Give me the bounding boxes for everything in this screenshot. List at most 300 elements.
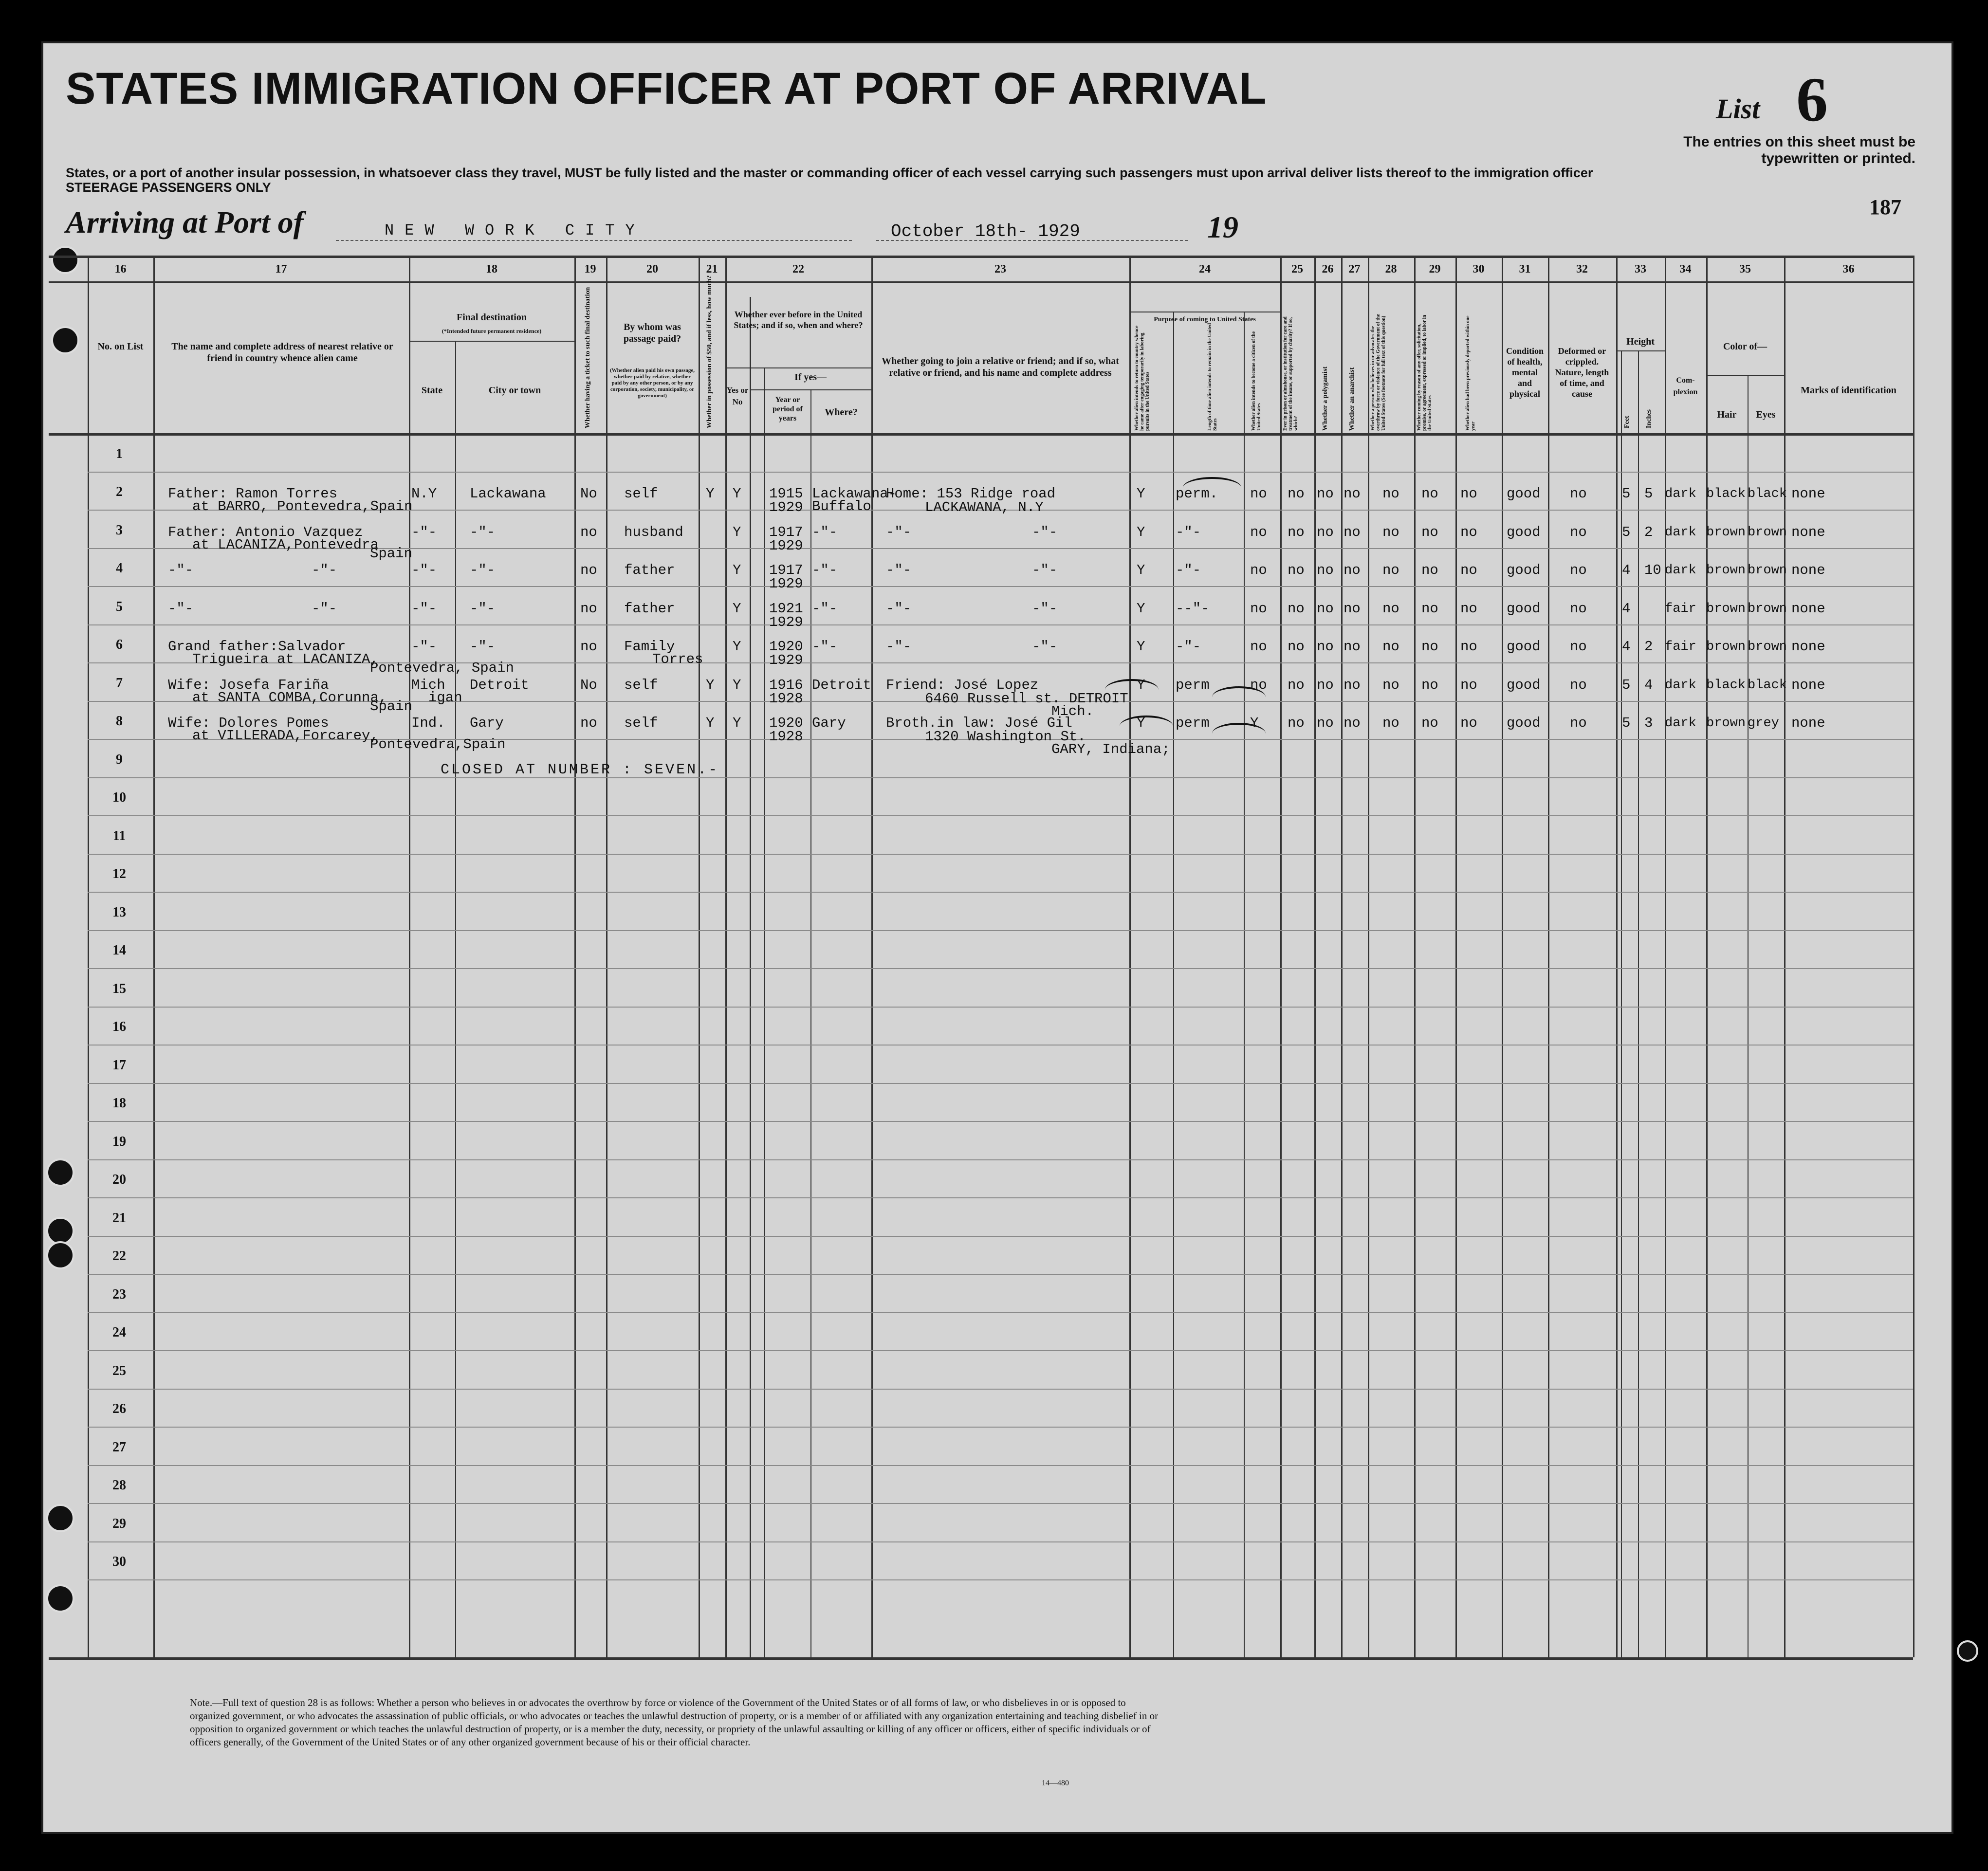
period-cell: 1915 — [769, 486, 803, 502]
header-q30: Whether alien had been previously deported within one year — [1465, 315, 1476, 431]
where-cell: -"- — [812, 639, 838, 655]
state-cell: N.Y — [411, 486, 437, 502]
return-cell: Y — [1137, 600, 1145, 617]
before-yesno-cell: Y — [733, 562, 741, 578]
row-number: 15 — [112, 981, 126, 996]
arriving-label: Arriving at Port of — [66, 205, 304, 239]
money-cell: Y — [706, 486, 715, 502]
header-relative: The name and complete address of nearest relative or friend in country whence alien came — [171, 341, 393, 364]
return-cell: Y — [1137, 486, 1145, 502]
header-city: City or town — [488, 385, 541, 396]
health-cell: good — [1507, 486, 1541, 502]
before-yesno-cell: Y — [733, 486, 741, 502]
relative-line: Pontevedra, Spain — [370, 660, 514, 676]
ticket-cell: no — [580, 524, 597, 540]
where-cell: Gary — [812, 715, 846, 731]
header-prison: Ever in prison or almshouse, or institution for care and treatment of the insane, or supported by charity? If so, which? — [1283, 316, 1299, 431]
marks-cell: none — [1791, 677, 1825, 693]
paid-by-cell: husband — [624, 524, 683, 540]
eyes-cell: black — [1748, 487, 1787, 501]
deformed-cell: no — [1570, 639, 1587, 655]
polygamist-cell: no — [1317, 639, 1334, 655]
anarchist-cell: no — [1344, 715, 1361, 731]
row-rule — [88, 1007, 1913, 1008]
header-anarchist: Whether an anarchist — [1348, 367, 1356, 431]
deported-cell: no — [1460, 639, 1477, 655]
row-number: 5 — [116, 599, 123, 614]
header-color-of: Color of— — [1723, 341, 1767, 352]
row-number: 16 — [112, 1019, 126, 1034]
city-cell: -"- — [470, 562, 496, 578]
header-purpose: Purpose of coming to United States — [1154, 316, 1256, 323]
state-cell: Ind. — [411, 715, 445, 731]
header-feet: Feet — [1623, 416, 1631, 428]
period-cell: 1929 — [769, 537, 803, 554]
form-number: 14—480 — [1042, 1779, 1069, 1787]
table-top-border — [49, 256, 1913, 258]
city-cell: -"- — [470, 524, 496, 540]
where-cell: Lackawana- — [812, 486, 897, 502]
header-by-whom: By whom was passage paid? — [623, 322, 681, 344]
binder-hole — [46, 1241, 74, 1269]
header-purpose-citizen: Whether alien intends to become a citizen of the United States — [1251, 331, 1262, 431]
row-number: 17 — [112, 1057, 126, 1073]
row-rule — [88, 1389, 1913, 1390]
relative-line: -"- — [168, 562, 194, 578]
period-cell: 1920 — [769, 715, 803, 731]
return-cell: Y — [1137, 524, 1145, 540]
row-rule — [88, 1541, 1913, 1542]
page-title: STATES IMMIGRATION OFFICER AT PORT OF ARRIVAL — [66, 64, 1267, 113]
inches-cell: 10 — [1644, 562, 1661, 578]
anarchist-cell: no — [1344, 524, 1361, 540]
length-cell: -"- — [1176, 639, 1201, 655]
prison-cell: no — [1288, 600, 1305, 617]
subtitle-line: States, or a port of another insular possession, in whatsoever class they travel, MUST be fully listed and the master or commanding officer of each vessel carrying such passengers must upon arrival deliver lists thereof to the immigration officer — [66, 165, 1593, 180]
header-q28: Whether a person who believes in or advocates the overthrow by force or violence of the Government of the United States (See footnote for full text of this question) — [1370, 314, 1386, 431]
citizen-cell: no — [1250, 639, 1267, 655]
row-number: 26 — [112, 1401, 126, 1416]
header-yes-no: Yes or No — [726, 385, 749, 406]
anarchist-cell: no — [1344, 677, 1361, 693]
column-number: 24 — [1199, 263, 1211, 275]
row-rule — [88, 1503, 1913, 1504]
state-cell: -"- — [411, 524, 437, 540]
ticket-cell: no — [580, 562, 597, 578]
period-cell: 1917 — [769, 562, 803, 578]
column-number: 35 — [1739, 263, 1751, 275]
citizen-cell: no — [1250, 677, 1267, 693]
hair-cell: brown — [1706, 525, 1746, 540]
city-cell: -"- — [470, 639, 496, 655]
inches-cell: 2 — [1644, 524, 1653, 540]
binder-hole — [46, 1158, 74, 1187]
row-number: 6 — [116, 637, 123, 652]
polygamist-cell: no — [1317, 715, 1334, 731]
header-possession: Whether in possession of $50, and if less, how much? — [706, 275, 713, 428]
joining-line: 6460 Russell st. DETROIT — [925, 690, 1128, 707]
anarchist-cell: no — [1344, 562, 1361, 578]
row-rule — [88, 1274, 1913, 1275]
return-cell: Y — [1137, 562, 1145, 578]
length-cell: --"- — [1176, 600, 1210, 617]
handwritten-mark — [1183, 477, 1241, 498]
handwritten-mark — [1212, 686, 1266, 708]
relative-line: Pontevedra,Spain — [370, 736, 506, 752]
complexion-cell: dark — [1665, 678, 1696, 693]
row-rule — [88, 777, 1913, 778]
row-number: 30 — [112, 1554, 126, 1569]
row-rule — [88, 1121, 1913, 1122]
where-cell: Buffalo — [812, 498, 871, 514]
period-cell: 1929 — [769, 499, 803, 515]
column-number: 18 — [486, 263, 497, 275]
header-polygamist: Whether a polygamist — [1322, 367, 1329, 431]
header-no-on-list: No. on List — [97, 341, 144, 352]
period-cell: 1929 — [769, 652, 803, 668]
hair-cell: brown — [1706, 640, 1746, 654]
page-number: 187 — [1869, 195, 1901, 219]
marks-cell: none — [1791, 600, 1825, 617]
q28-cell: no — [1382, 486, 1399, 502]
eyes-cell: black — [1748, 678, 1787, 693]
relative-line: Father: Antonio Vazquez — [168, 524, 363, 540]
inches-cell: 3 — [1644, 715, 1653, 731]
row-rule — [88, 930, 1913, 931]
header-hair: Hair — [1717, 409, 1737, 420]
marks-cell: none — [1791, 486, 1825, 502]
row-number: 18 — [112, 1096, 126, 1111]
header-where: Where? — [825, 407, 858, 418]
row-number: 7 — [116, 675, 123, 691]
row-number: 3 — [116, 522, 123, 538]
manifest-sheet — [41, 41, 1953, 1834]
hair-cell: black — [1706, 678, 1746, 693]
ticket-cell: no — [580, 639, 597, 655]
column-number: 31 — [1519, 263, 1531, 275]
marks-cell: none — [1791, 715, 1825, 731]
row-number: 1 — [116, 446, 123, 461]
polygamist-cell: no — [1317, 600, 1334, 617]
row-rule — [88, 1579, 1913, 1580]
header-inches: Inches — [1645, 409, 1653, 428]
polygamist-cell: no — [1317, 562, 1334, 578]
deformed-cell: no — [1570, 524, 1587, 540]
deported-cell: no — [1460, 600, 1477, 617]
deformed-cell: no — [1570, 677, 1587, 693]
city-cell: Gary — [470, 715, 504, 731]
row-rule — [88, 472, 1913, 473]
q29-cell: no — [1421, 715, 1438, 731]
hair-cell: brown — [1706, 563, 1746, 578]
joining-line: -"- — [1032, 524, 1058, 540]
before-yesno-cell: Y — [733, 715, 741, 731]
joining-line: Broth.in law: José Gil — [886, 715, 1072, 731]
citizen-cell: no — [1250, 486, 1267, 502]
row-rule — [88, 1350, 1913, 1351]
row-number: 25 — [112, 1363, 126, 1378]
before-yesno-cell: Y — [733, 639, 741, 655]
column-number: 28 — [1385, 263, 1397, 275]
period-cell: 1916 — [769, 677, 803, 693]
health-cell: good — [1507, 639, 1541, 655]
prison-cell: no — [1288, 639, 1305, 655]
column-number: 32 — [1576, 263, 1588, 275]
column-number: 23 — [994, 263, 1006, 275]
joining-line: -"- — [1032, 562, 1058, 578]
row-rule — [88, 1083, 1913, 1084]
row-number: 24 — [112, 1325, 126, 1340]
row-rule — [88, 854, 1913, 855]
state-cell: -"- — [411, 562, 437, 578]
feet-cell: 4 — [1622, 639, 1631, 655]
money-cell: Y — [706, 715, 715, 731]
row-rule — [88, 624, 1913, 625]
row-rule — [88, 1197, 1913, 1198]
header-final-destination: Final destination — [457, 312, 527, 323]
relative-line: Grand father:Salvador — [168, 639, 346, 655]
deported-cell: no — [1460, 486, 1477, 502]
city-cell: Detroit — [470, 677, 529, 693]
header-purpose-length: Length of time alien intends to remain in the United States — [1207, 323, 1218, 431]
q28-cell: no — [1382, 639, 1399, 655]
header-ticket: Whether having a ticket to such final destination — [584, 287, 591, 428]
health-cell: good — [1507, 524, 1541, 540]
column-number: 27 — [1348, 263, 1361, 275]
row-rule — [88, 892, 1913, 893]
header-period: Year or period of years — [773, 396, 803, 422]
list-label: List — [1716, 93, 1760, 125]
length-cell: -"- — [1176, 524, 1201, 540]
row-rule — [88, 968, 1913, 969]
column-number: 33 — [1635, 263, 1646, 275]
joining-line: -"- — [1032, 600, 1058, 617]
header-final-destination-note: (*Intended future permanent residence) — [442, 328, 542, 334]
relative-line: -"- — [168, 600, 194, 617]
row-number: 14 — [112, 943, 126, 958]
eyes-cell: brown — [1748, 525, 1787, 540]
length-cell: perm — [1176, 715, 1210, 731]
row-rule — [88, 1159, 1913, 1160]
binder-hole — [1957, 1640, 1978, 1662]
period-cell: 1929 — [769, 614, 803, 630]
deformed-cell: no — [1570, 715, 1587, 731]
joining-line: -"- — [886, 524, 912, 540]
ticket-cell: no — [580, 715, 597, 731]
q29-cell: no — [1421, 486, 1438, 502]
row-rule — [88, 815, 1913, 816]
complexion-cell: dark — [1665, 487, 1696, 501]
anarchist-cell: no — [1344, 486, 1361, 502]
paid-by-cell: father — [624, 600, 675, 617]
header-divider — [49, 433, 1913, 436]
feet-cell: 4 — [1622, 562, 1631, 578]
ticket-cell: No — [580, 677, 597, 693]
state-cell: -"- — [411, 600, 437, 617]
period-cell: 1928 — [769, 690, 803, 707]
row-number: 9 — [116, 752, 123, 767]
complexion-cell: dark — [1665, 563, 1696, 578]
port-name: NEW WORK CITY — [385, 221, 645, 239]
prison-cell: no — [1288, 715, 1305, 731]
table-bottom-border — [49, 1657, 1913, 1660]
joining-line: 1320 Washington St. — [925, 729, 1086, 745]
prison-cell: no — [1288, 562, 1305, 578]
prison-cell: no — [1288, 486, 1305, 502]
complexion-cell: dark — [1665, 525, 1696, 540]
period-cell: 1921 — [769, 600, 803, 617]
deported-cell: no — [1460, 677, 1477, 693]
paid-by-cell: self — [624, 486, 658, 502]
relative-line: at SANTA COMBA,Corunna, — [192, 689, 387, 706]
city-cell: -"- — [470, 600, 496, 617]
q29-cell: no — [1421, 639, 1438, 655]
joining-line: Home: 153 Ridge road — [886, 486, 1056, 502]
column-number: 26 — [1322, 263, 1334, 275]
return-cell: Y — [1137, 677, 1145, 693]
health-cell: good — [1507, 677, 1541, 693]
hair-cell: black — [1706, 487, 1746, 501]
ticket-cell: no — [580, 600, 597, 617]
where-cell: -"- — [812, 600, 838, 617]
row-number: 10 — [112, 790, 126, 805]
before-yesno-cell: Y — [733, 524, 741, 540]
inches-cell: 2 — [1644, 639, 1653, 655]
polygamist-cell: no — [1317, 486, 1334, 502]
column-number: 17 — [275, 263, 287, 275]
citizen-cell: Y — [1250, 715, 1259, 731]
header-state: State — [421, 385, 443, 396]
q29-cell: no — [1421, 562, 1438, 578]
row-rule — [88, 1045, 1913, 1046]
column-number: 20 — [646, 263, 658, 275]
q29-cell: no — [1421, 677, 1438, 693]
eyes-cell: grey — [1748, 716, 1779, 731]
feet-cell: 5 — [1622, 486, 1631, 502]
joining-line: -"- — [886, 562, 912, 578]
column-number: 21 — [706, 263, 718, 275]
paid-by-cell: Family — [624, 639, 675, 655]
column-number: 34 — [1679, 263, 1692, 275]
anarchist-cell: no — [1344, 639, 1361, 655]
relative-line: at BARRO, Pontevedra,Spain — [192, 498, 413, 514]
row-rule — [88, 1236, 1913, 1237]
relative-line: Spain — [370, 545, 413, 562]
binder-hole — [46, 1584, 74, 1613]
header-condition: Condition of health, mental and physical — [1506, 346, 1544, 399]
polygamist-cell: no — [1317, 524, 1334, 540]
relative-line: Wife: Josefa Fariña — [168, 677, 329, 693]
q29-cell: no — [1421, 600, 1438, 617]
where-cell: -"- — [812, 562, 838, 578]
inches-cell: 4 — [1644, 677, 1653, 693]
row-number: 21 — [112, 1210, 126, 1226]
header-joining: Whether going to join a relative or friend; and if so, what relative or friend, and his name and complete address — [882, 356, 1119, 378]
paid-by-cell: self — [624, 677, 658, 693]
deformed-cell: no — [1570, 486, 1587, 502]
anarchist-cell: no — [1344, 600, 1361, 617]
row-number: 20 — [112, 1172, 126, 1187]
citizen-cell: no — [1250, 600, 1267, 617]
length-cell: perm — [1176, 677, 1210, 693]
list-note: The entries on this sheet must be typewritten or printed. — [1683, 134, 1915, 166]
deported-cell: no — [1460, 524, 1477, 540]
column-number: 36 — [1842, 263, 1855, 275]
header-complexion: Com- plexion — [1673, 376, 1698, 396]
feet-cell: 5 — [1622, 677, 1631, 693]
marks-cell: none — [1791, 524, 1825, 540]
q28-cell: no — [1382, 562, 1399, 578]
row-rule — [88, 1312, 1913, 1313]
relative-line: Father: Ramon Torres — [168, 486, 338, 502]
paid-by-cell: father — [624, 562, 675, 578]
header-marks: Marks of identification — [1801, 385, 1896, 396]
column-number: 22 — [792, 263, 804, 275]
marks-cell: none — [1791, 562, 1825, 578]
state-cell: -"- — [411, 639, 437, 655]
health-cell: good — [1507, 600, 1541, 617]
period-cell: 1929 — [769, 576, 803, 592]
feet-cell: 5 — [1622, 715, 1631, 731]
row-number: 13 — [112, 904, 126, 920]
joining-line: -"- — [1032, 639, 1058, 655]
row-number: 11 — [112, 828, 126, 844]
footnote: Note.—Full text of question 28 is as follows: Whether a person who believes in or advocates the overthrow by force or violence of the Government of the United States or of all forms of law, or who disbelieves in or is opposed to organized government, or who advocates the assassination of public officials, or who advocates or teaches the unlawful destruction of property, or is a member of or affiliated with any organization entertaining and teaching disbelief in or opposition to organized government or which teaches the unlawful destruction of property, or is a member the duty, necessity, or propriety of the unlawful assaulting or killing of any officer or officers, either of specific individuals or of officers generally, of the Government of the United States or of any other organized government because of his or their official character. — [190, 1697, 1159, 1748]
polygamist-cell: no — [1317, 677, 1334, 693]
period-cell: 1917 — [769, 524, 803, 540]
header-ever-before: Whether ever before in the United States; and if so, when and where? — [734, 310, 863, 330]
ticket-cell: No — [580, 486, 597, 502]
row-rule — [88, 1465, 1913, 1466]
where-cell: Detroit — [812, 677, 871, 693]
before-yesno-cell: Y — [733, 677, 741, 693]
city-cell: Lackawana — [470, 486, 546, 502]
relative-line: -"- — [312, 562, 337, 578]
where-cell: -"- — [812, 524, 838, 540]
relative-line: -"- — [312, 600, 337, 617]
q28-cell: no — [1382, 524, 1399, 540]
row-number: 27 — [112, 1439, 126, 1455]
joining-line: Mich. — [1051, 703, 1094, 719]
money-cell: Y — [706, 677, 715, 693]
length-cell: -"- — [1176, 562, 1201, 578]
deformed-cell: no — [1570, 600, 1587, 617]
feet-cell: 5 — [1622, 524, 1631, 540]
return-cell: Y — [1137, 639, 1145, 655]
row-number: 28 — [112, 1478, 126, 1493]
handwritten-mark — [1120, 715, 1173, 737]
q29-cell: no — [1421, 524, 1438, 540]
q28-cell: no — [1382, 677, 1399, 693]
period-cell: 1928 — [769, 729, 803, 745]
joining-line: LACKAWANA, N.Y — [925, 499, 1044, 515]
row-number: 4 — [116, 561, 123, 576]
feet-cell: 4 — [1622, 600, 1631, 617]
handwritten-mark — [1212, 723, 1266, 744]
list-number: 6 — [1796, 65, 1828, 135]
period-cell: 1920 — [769, 639, 803, 655]
health-cell: good — [1507, 562, 1541, 578]
relative-line: Wife: Dolores Pomes — [168, 715, 329, 731]
header-by-whom-note: (Whether alien paid his own passage, whether paid by relative, whether paid by any other person, or by any corporation, society, municipality, or government) — [610, 367, 695, 399]
relative-line: Spain — [370, 698, 413, 715]
row-number: 29 — [112, 1516, 126, 1531]
complexion-cell: dark — [1665, 716, 1696, 731]
citizen-cell: no — [1250, 562, 1267, 578]
deported-cell: no — [1460, 562, 1477, 578]
row-number: 19 — [112, 1134, 126, 1149]
hair-cell: brown — [1706, 601, 1746, 616]
